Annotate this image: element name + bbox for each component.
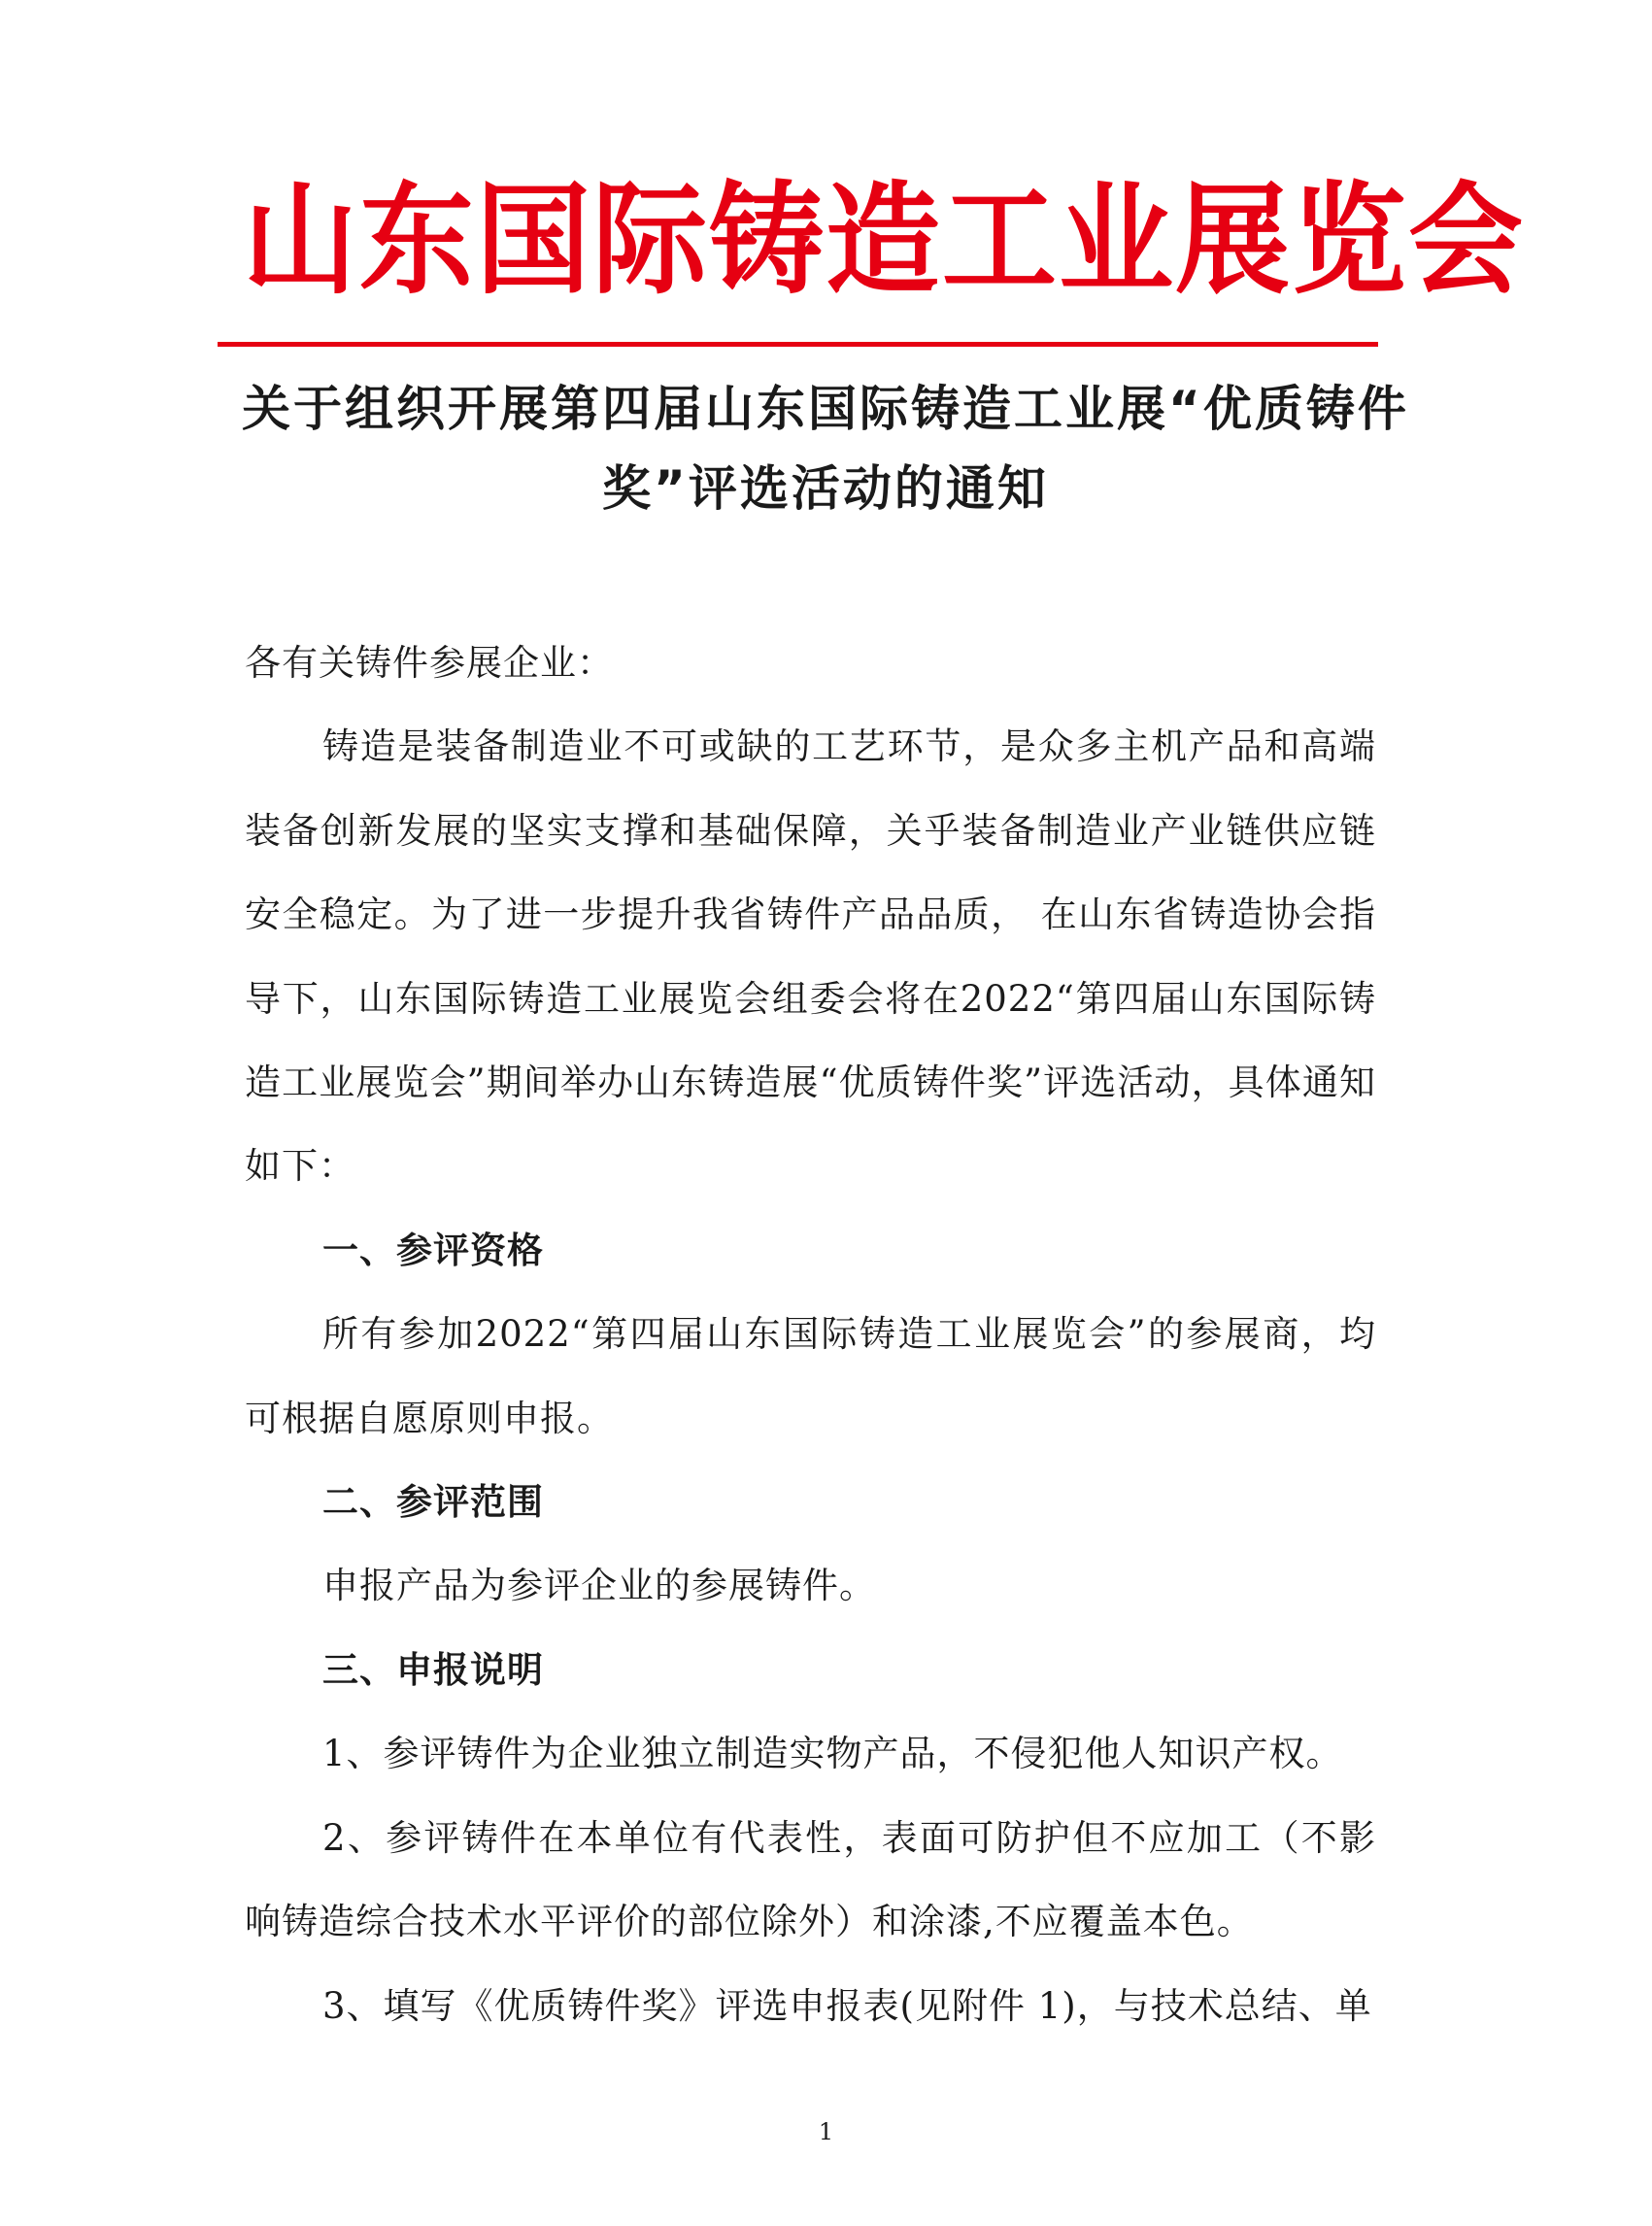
notice-title <box>175 369 1476 528</box>
notice-title-line-2: 奖”评选活动的通知 <box>602 460 1049 517</box>
page-number: 1 <box>818 2118 834 2145</box>
exhibition-banner-title: 山东国际铸造工业展览会 <box>243 169 1526 311</box>
instruction-item-1: 1、参评铸件为企业独立制造实物产品，不侵犯他人知识产权。 <box>322 1733 1343 1775</box>
scope-paragraph: 申报产品为参评企业的参展铸件。 <box>322 1565 876 1607</box>
instruction-item-3: 3、填写《优质铸件奖》评选申报表(见附件 1)，与技术总结、单 <box>322 1984 1372 2027</box>
intro-paragraph: 铸造是装备制造业不可或缺的工艺环节，是众多主机产品和高端装备创新发展的坚实支撑和基础保障，关乎装备制造业产业链供应链安全稳定。为了进一步提升我省铸件产品品质， 在山东省铸造协会指导下，山东国际铸造工业展览会组委会将在2022“第四届山东国际铸造工业展览会”期间举办山东铸造展“优质铸件奖”评选活动，具体通知如下： <box>245 725 1376 1188</box>
eligibility-paragraph: 所有参加2022“第四届山东国际铸造工业展览会”的参展商，均可根据自愿原则申报。 <box>245 1313 1376 1439</box>
notice-title-line-1: 关于组织开展第四届山东国际铸造工业展“优质铸件 <box>242 381 1409 437</box>
salutation: 各有关铸件参展企业： <box>245 642 614 684</box>
section-heading-eligibility: 一、参评资格 <box>322 1229 544 1271</box>
instruction-item-2: 2、参评铸件在本单位有代表性，表面可防护但不应加工（不影响铸造综合技术水平评价的部位除外）和涂漆,不应覆盖本色。 <box>245 1816 1376 1943</box>
notice-body <box>245 622 1376 2048</box>
red-divider-rule <box>218 342 1378 347</box>
section-heading-instructions: 三、申报说明 <box>322 1648 544 1691</box>
section-heading-scope: 二、参评范围 <box>322 1481 544 1524</box>
